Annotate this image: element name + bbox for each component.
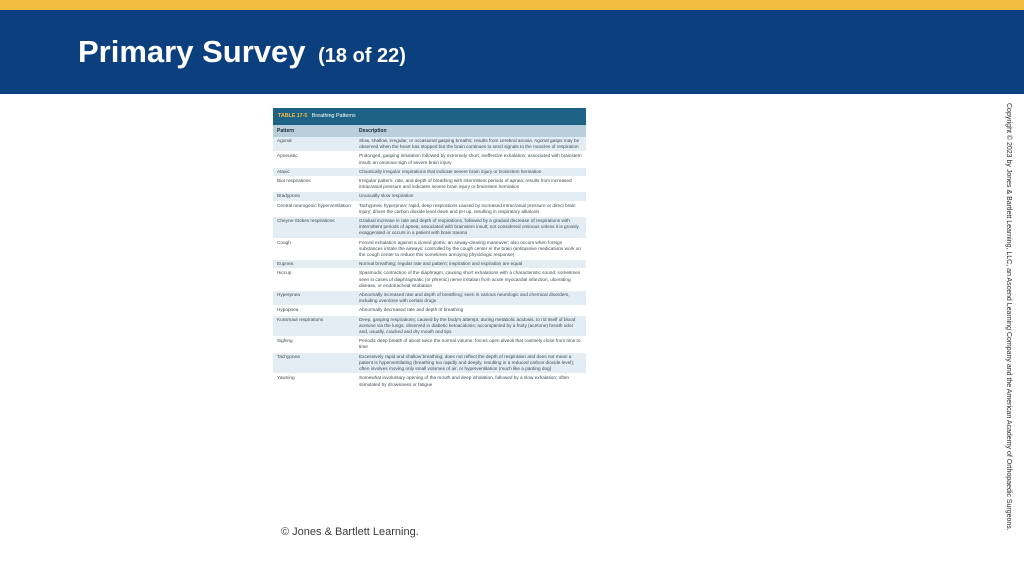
table-row <box>273 374 586 389</box>
table-row <box>273 260 586 269</box>
table-row <box>273 201 586 216</box>
table-row <box>273 315 586 337</box>
pattern-cell: Eupnea <box>273 260 355 269</box>
description-cell: Normal breathing; regular rate and pattern; inspiration and expiration are equal <box>355 260 586 269</box>
pattern-cell: Ataxic <box>273 167 355 176</box>
description-cell: Irregular pattern, rate, and depth of breathing with intermittent periods of apnea; results from increased intracranial pressure and indicates severe brain injury or brainstem herniation <box>355 177 586 192</box>
breathing-patterns-table-image <box>273 108 586 520</box>
table-row <box>273 192 586 201</box>
pattern-cell: Hyperpnea <box>273 291 355 306</box>
breathing-patterns-table <box>273 125 586 390</box>
description-cell: Periodic deep breath of about twice the normal volume; forces open alveoli that routinely close from time to time <box>355 337 586 352</box>
pattern-cell: Sighing <box>273 337 355 352</box>
pattern-cell: Hiccup <box>273 269 355 291</box>
pattern-cell: Tachypnea <box>273 352 355 374</box>
table-number: TABLE 17-5 <box>278 113 308 119</box>
column-header-pattern: Pattern <box>273 125 355 137</box>
pattern-cell: Cough <box>273 238 355 260</box>
table-row <box>273 167 586 176</box>
description-cell: Abnormally decreased rate and depth of breathing <box>355 306 586 315</box>
pattern-cell: Hypopnea <box>273 306 355 315</box>
description-cell: Gradual increase in rate and depth of respirations, followed by a gradual decrease of respirations with intermittent periods of apnea; associated with brainstem insult; not considered ominous unless it is grossly exaggerated or occurs in a patient with brain trauma <box>355 217 586 239</box>
pattern-cell: Apneustic <box>273 152 355 167</box>
table-row <box>273 352 586 374</box>
table-caption-text: Breathing Patterns <box>311 113 356 119</box>
description-cell: Abnormally increased rate and depth of breathing; seen in various neurologic and chemical disorders, including overdose with certain drugs <box>355 291 586 306</box>
table-row <box>273 152 586 167</box>
description-cell: Spasmodic contraction of the diaphragm, causing short exhalations with a characteristic sound; sometimes seen in cases of diaphragmatic (or phrenic) nerve irritation from acute myocardial infarction, ulcerating disease, or endotracheal intubation <box>355 269 586 291</box>
table-body <box>273 137 586 389</box>
pattern-cell: Yawning <box>273 374 355 389</box>
image-credit: © Jones & Bartlett Learning. <box>281 526 419 538</box>
pattern-cell: Kussmaul respirations <box>273 315 355 337</box>
description-cell: Deep, gasping respirations; caused by the body's attempt, during metabolic acidosis, to rid itself of blood acetone via the lungs; observed in diabetic ketoacidosis; accompanied by a fruity (acetone) breath odor and, usually, cracked and dry mouth and lips <box>355 315 586 337</box>
description-cell: Chaotically irregular respirations that indicate severe brain injury or brainstem herniation <box>355 167 586 176</box>
description-cell: Tachypneic hyperpnea; rapid, deep respirations caused by increased intracranial pressure or direct brain injury; drives the carbon dioxide level down and pH up, resulting in respiratory alkalosis <box>355 201 586 216</box>
table-header-row <box>273 125 586 137</box>
table-row <box>273 137 586 152</box>
table-row <box>273 291 586 306</box>
slide-subtitle: (18 of 22) <box>318 45 406 67</box>
description-cell: Somewhat involuntary opening of the mouth and deep inhalation, followed by a slow exhalation; often stimulated by drowsiness or fatigue <box>355 374 586 389</box>
slide-title <box>78 33 406 70</box>
description-cell: Unusually slow respiration <box>355 192 586 201</box>
pattern-cell: Bradypnea <box>273 192 355 201</box>
table-row <box>273 306 586 315</box>
description-cell: Excessively rapid and shallow breathing; does not reflect the depth of respiration and does not mean a patient is hyperventilating (breathing too rapidly and deeply, resulting in a reduced carbon dioxide level); often involves moving only small volumes of air, or hyperventilation (much like a panting dog) <box>355 352 586 374</box>
slide-title-text: Primary Survey <box>78 34 306 69</box>
table-row <box>273 337 586 352</box>
table-row <box>273 177 586 192</box>
pattern-cell: Agonal <box>273 137 355 152</box>
table-caption <box>273 108 586 125</box>
pattern-cell: Biot respirations <box>273 177 355 192</box>
description-cell: Forced exhalation against a closed glottis; an airway-clearing maneuver; also occurs when foreign substances irritate the airways; controlled by the cough center in the brain (antitussive medications work on the cough center to reduce this sometimes annoying physiologic response) <box>355 238 586 260</box>
pattern-cell: Cheyne-Stokes respirations <box>273 217 355 239</box>
description-cell: Slow, shallow, irregular, or occasional gasping breaths; results from cerebral anoxia. Agonal gasps may be observed when the heart has stopped but the brain continues to send signals to the muscles of respiration <box>355 137 586 152</box>
accent-stripe <box>0 0 1024 10</box>
table-row <box>273 269 586 291</box>
table-row <box>273 238 586 260</box>
description-cell: Prolonged, gasping inhalation followed by extremely short, ineffective exhalation; associated with brainstem insult; an ominous sign of severe brain injury <box>355 152 586 167</box>
column-header-description: Description <box>355 125 586 137</box>
table-row <box>273 217 586 239</box>
pattern-cell: Central neurogenic hyperventilation <box>273 201 355 216</box>
copyright-notice: Copyright © 2023 by Jones & Bartlett Learning, LLC, an Ascend Learning Company and the American Academy of Orthopaedic Surgeons. <box>1005 103 1012 531</box>
